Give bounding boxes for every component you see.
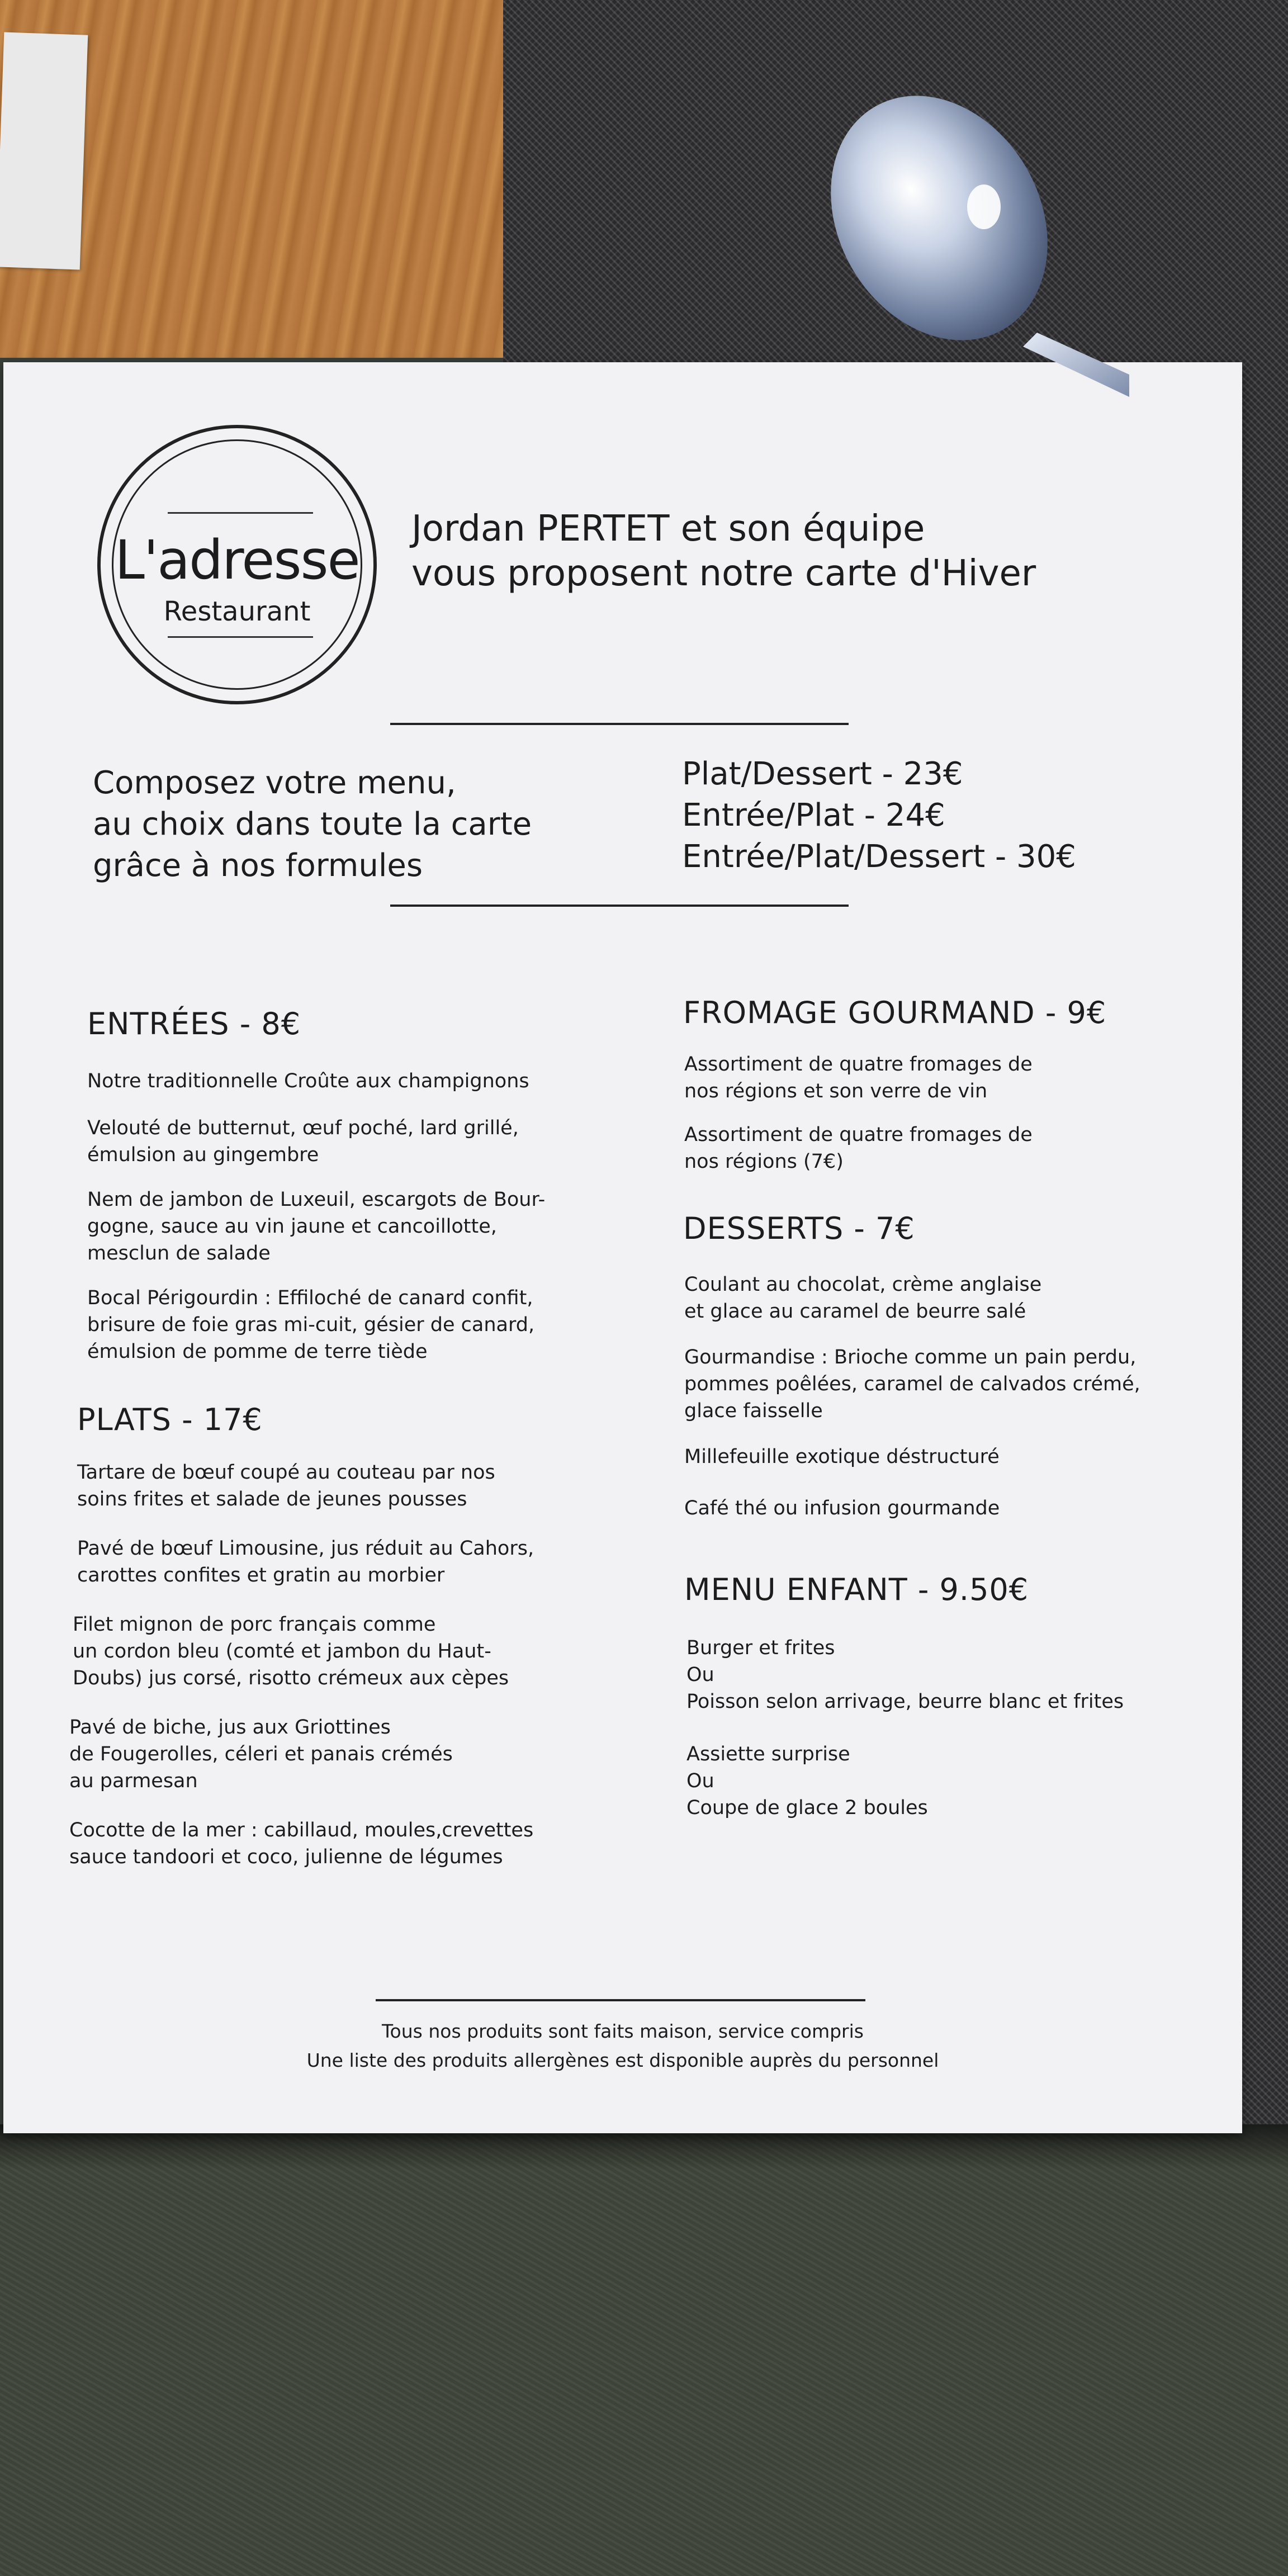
divider-rule [390,905,849,907]
menu-item: Café thé ou infusion gourmande [684,1497,1000,1519]
header-line-1: Jordan PERTET et son équipe [411,508,925,550]
logo-divider [168,512,313,514]
menu-item: Cocotte de la mer : cabillaud, moules,crevettes sauce tandoori et coco, julienne de légumes [69,1819,534,1868]
section-title-desserts: DESSERTS - 7€ [683,1211,915,1246]
footer-line-2: Une liste des produits allergènes est disponible auprès du personnel [306,2049,939,2071]
menu-item: Assortiment de quatre fromages de nos régions et son verre de vin [684,1053,1033,1102]
logo-subtitle: Restaurant [163,596,311,627]
menu-item: Bocal Périgourdin : Effiloché de canard confit, brisure de foie gras mi-cuit, gésier de canard, émulsion de pomme de terre tiède [87,1287,535,1363]
logo-divider [168,636,313,638]
paper-sheet-corner [0,32,88,270]
menu-item: Assortiment de quatre fromages de nos régions (7€) [684,1124,1033,1173]
formula-plat-dessert: Plat/Dessert - 23€ [682,756,963,792]
menu-item: Burger et frites Ou Poisson selon arrivage, beurre blanc et frites [686,1637,1124,1713]
section-title-plats: PLATS - 17€ [77,1402,263,1437]
compose-line-3: grâce à nos formules [93,847,423,884]
menu-item: Gourmandise : Brioche comme un pain perdu, pommes poêlées, caramel de calvados crémé, glace faisselle [684,1346,1140,1422]
menu-item: Pavé de bœuf Limousine, jus réduit au Cahors, carottes confites et gratin au morbier [77,1537,534,1587]
denim-jeans [0,2124,1288,2576]
menu-item: Filet mignon de porc français comme un cordon bleu (comté et jambon du Haut- Doubs) jus corsé, risotto crémeux aux cèpes [73,1613,509,1689]
section-title-fromage: FROMAGE GOURMAND - 9€ [683,995,1107,1030]
menu-item: Millefeuille exotique déstructuré [684,1446,1000,1468]
section-title-entrees: ENTRÉES - 8€ [87,1006,301,1041]
formula-entree-plat: Entrée/Plat - 24€ [682,797,945,834]
menu-item: Pavé de biche, jus aux Griottines de Fougerolles, céleri et panais crémés au parmesan [69,1716,453,1792]
formula-entree-plat-dessert: Entrée/Plat/Dessert - 30€ [682,839,1076,875]
compose-line-1: Composez votre menu, [93,765,456,801]
menu-item: Nem de jambon de Luxeuil, escargots de Bour- gogne, sauce au vin jaune et cancoillotte, mesclun de salade [87,1188,546,1265]
menu-item: Notre traditionnelle Croûte aux champignons [87,1070,529,1092]
restaurant-logo [97,425,377,704]
header-line-2: vous proposent notre carte d'Hiver [411,553,1036,594]
divider-rule [376,1999,865,2001]
divider-rule [390,723,849,725]
menu-item: Tartare de bœuf coupé au couteau par nos soins frites et salade de jeunes pousses [77,1461,495,1510]
menu-item: Velouté de butternut, œuf poché, lard grillé, émulsion au gingembre [87,1117,519,1166]
footer-line-1: Tous nos produits sont faits maison, service compris [382,2020,864,2042]
compose-line-2: au choix dans toute la carte [93,806,532,842]
menu-item: Assiette surprise Ou Coupe de glace 2 boules [686,1743,928,1819]
logo-name: L'adresse [115,529,359,591]
menu-card [3,362,1242,2133]
menu-item: Coulant au chocolat, crème anglaise et glace au caramel de beurre salé [684,1273,1042,1323]
section-title-enfant: MENU ENFANT - 9.50€ [684,1572,1029,1607]
